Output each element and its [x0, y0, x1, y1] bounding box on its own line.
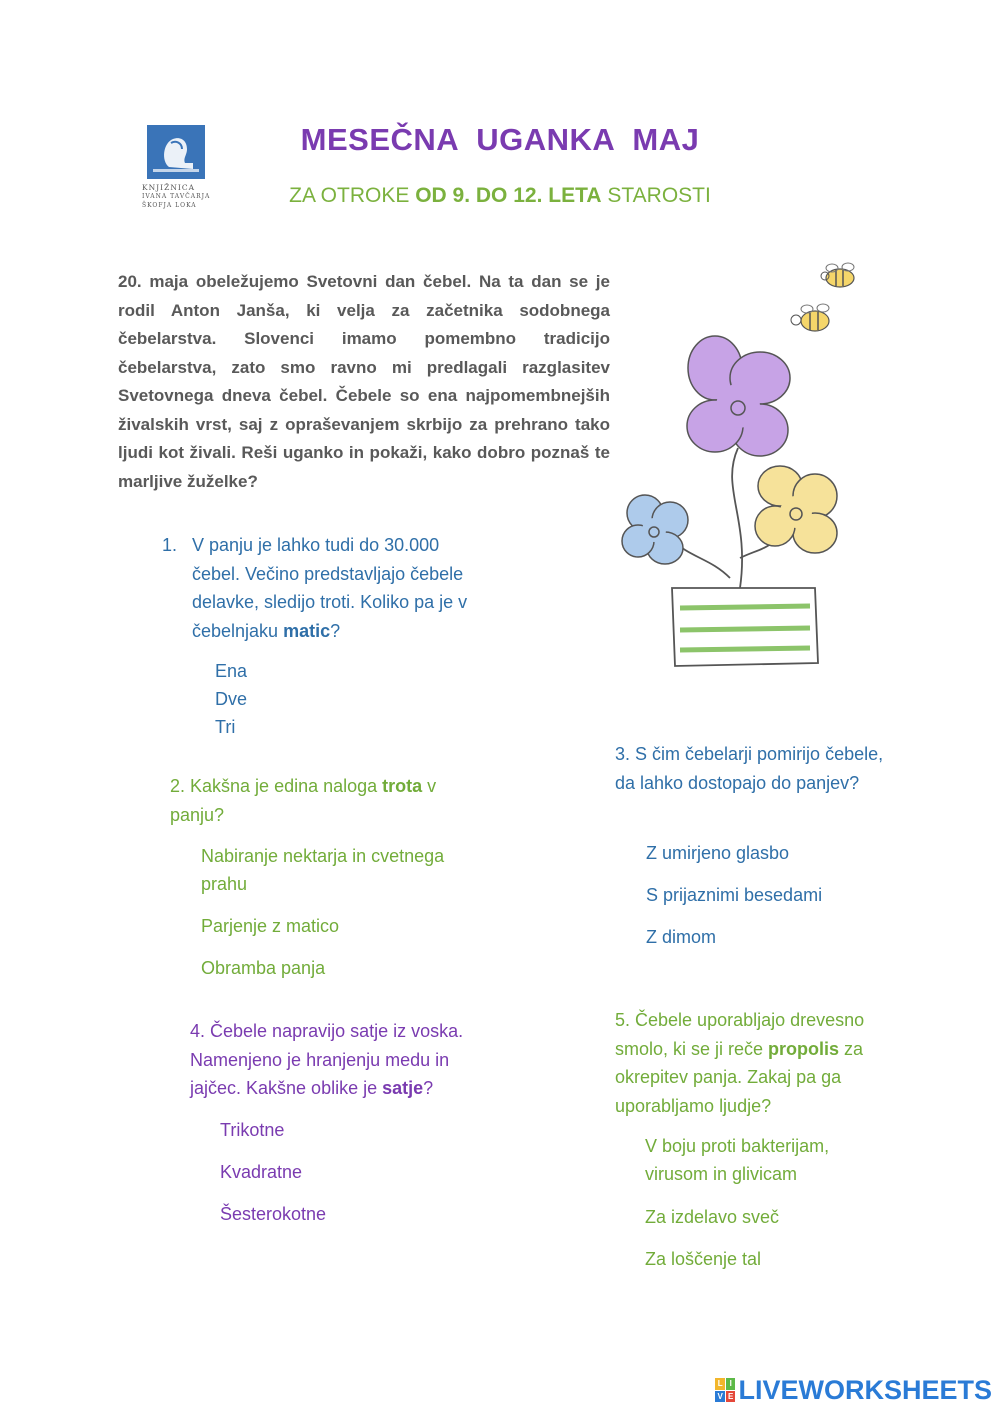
q4-option-2[interactable]: Kvadratne	[220, 1162, 303, 1182]
question-5: 5. Čebele uporabljajo drevesno smolo, ki se ji reče propolis za okrepitev panja. Zakaj pa ga uporabljamo ljudje?	[615, 1010, 865, 1116]
q1-option-2[interactable]: Dve	[215, 689, 248, 709]
question-3: 3. S čim čebelarji pomirijo čebele, da lahko dostopajo do panjev?	[615, 744, 884, 793]
blue-flower	[622, 495, 688, 564]
question-4: 4. Čebele napravijo satje iz voska. Namenjeno je hranjenju medu in jajčec. Kakšne oblike je satje?	[190, 1021, 464, 1098]
logo-text: KNJIŽNICA IVANA TAVČARJA ŠKOFJA LOKA	[142, 183, 211, 209]
q1-number: 1.	[162, 535, 178, 555]
q1-option-1[interactable]: Ena	[215, 661, 248, 681]
q3-option-2[interactable]: S prijaznimi besedami	[646, 885, 823, 905]
flower-pot-illustration	[610, 258, 880, 678]
q5-option-1[interactable]: V boju proti bakterijam, virusom in glivicam	[645, 1136, 830, 1184]
q4-option-1[interactable]: Trikotne	[220, 1120, 285, 1140]
bee-icon	[821, 263, 854, 287]
q3-option-1[interactable]: Z umirjeno glasbo	[646, 843, 790, 863]
intro-paragraph: 20. maja obeležujemo Svetovni dan čebel. Na ta dan se je rodil Anton Janša, ki velja za začetnika sodobnega čebelarstva. Slovenci imamo pomembno tradicijo čebelarstva, zato smo ravno mi predlagali razglasitev Svetovnega dneva čebel. Čebele so ena najpomembnejših živalskih vrst, saj z opraševanjem skrbijo za prehrano tako ljudi kot živali. Reši uganko in pokaži, kako dobro poznaš te marljive žuželke?	[118, 272, 610, 491]
yellow-flower	[755, 466, 837, 553]
page-title: MESEČNA UGANKA MAJ	[300, 122, 700, 157]
q2-option-3[interactable]: Obramba panja	[201, 958, 326, 978]
q1-option-3[interactable]: Tri	[215, 717, 236, 737]
q2-option-1[interactable]: Nabiranje nektarja in cvetnega prahu	[201, 846, 445, 894]
q4-option-3[interactable]: Šesterokotne	[220, 1204, 327, 1224]
q5-option-3[interactable]: Za loščenje tal	[645, 1249, 762, 1269]
q5-option-2[interactable]: Za izdelavo sveč	[645, 1207, 780, 1227]
liveworksheets-badge: L I V E	[715, 1378, 735, 1402]
flower-pot	[672, 588, 818, 666]
q2-option-2[interactable]: Parjenje z matico	[201, 916, 340, 936]
question-2: 2. Kakšna je edina naloga trota v panju?	[170, 776, 437, 825]
question-1: V panju je lahko tudi do 30.000 čebel. Večino predstavljajo čebele delavke, sledijo troti. Koliko pa je v čebelnjaku matic?	[192, 535, 468, 641]
purple-flower	[687, 336, 790, 456]
liveworksheets-logo	[715, 1375, 992, 1405]
page-subtitle: ZA OTROKE OD 9. DO 12. LETA STAROSTI	[289, 184, 711, 207]
bee-icon	[791, 304, 829, 331]
q3-option-3[interactable]: Z dimom	[646, 927, 717, 947]
liveworksheets-brand: LIVEWORKSHEETS	[738, 1374, 992, 1405]
